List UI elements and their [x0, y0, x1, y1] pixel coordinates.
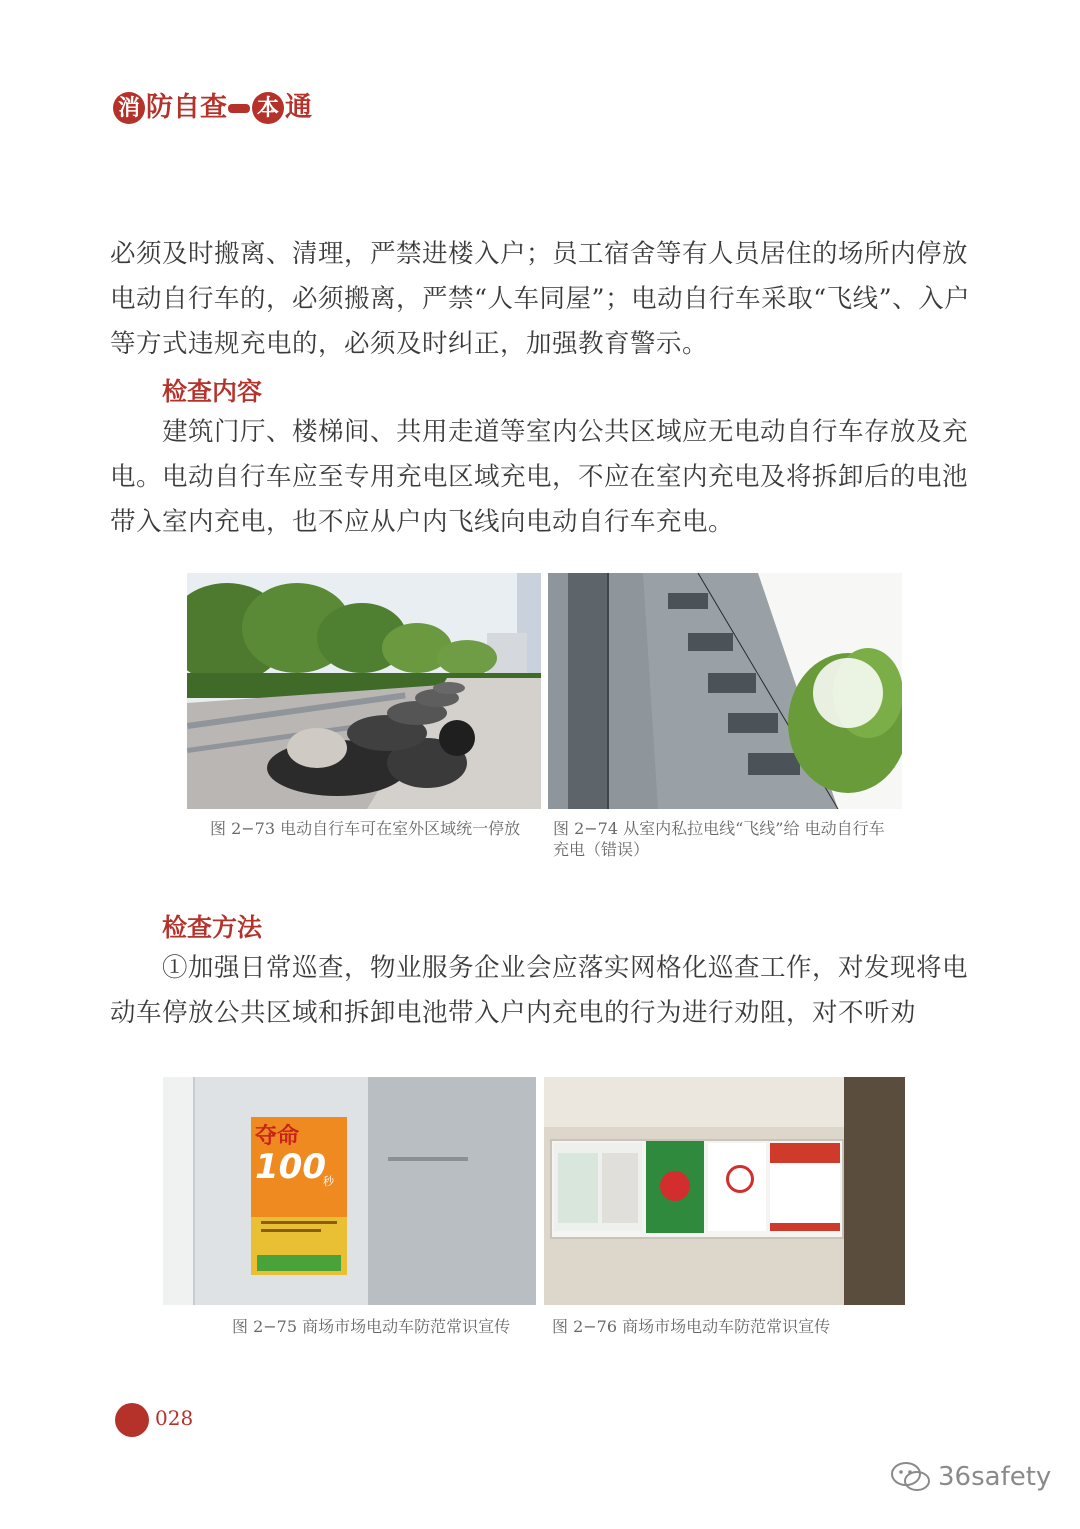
watermark-text: 36safety	[938, 1462, 1052, 1492]
glass-door	[368, 1077, 536, 1305]
door-frame	[163, 1077, 195, 1305]
header-char: 自	[173, 92, 200, 123]
section-heading: 检查内容	[162, 377, 263, 406]
poster-title: 夺命	[255, 1124, 300, 1149]
section-heading: 检查方法	[162, 913, 263, 942]
header-char: 防	[146, 92, 173, 123]
watermark	[890, 1460, 1051, 1494]
wechat-icon	[890, 1460, 932, 1494]
book-header	[112, 88, 312, 128]
figure-caption: 图 2−76 商场市场电动车防范常识宣传	[552, 1317, 831, 1336]
header-char: 通	[285, 92, 312, 123]
header-dash	[228, 104, 250, 113]
photo-ebike-parking	[187, 573, 541, 809]
poster-strip	[550, 1139, 844, 1239]
doorway	[844, 1077, 905, 1305]
header-char: 查	[200, 92, 227, 123]
body-paragraph: 建筑门厅、楼梯间、共用走道等室内公共区域应无电动自行车存放及充电。电动自行车应至专用充电区域充电，不应在室内充电及将拆卸后的电池带入室内充电，也不应从户内飞线向电动自行车充电。	[110, 417, 969, 537]
photo-poster-wall	[163, 1077, 536, 1305]
figure-caption: 图 2−74 从室内私拉电线“飞线”给 电动自行车充电（错误）	[553, 819, 885, 859]
header-char: 消	[113, 92, 145, 124]
ebike-parking-image	[187, 573, 541, 809]
photo-flying-wire-building	[548, 573, 902, 809]
body-paragraph: 必须及时搬离、清理，严禁进楼入户；员工宿舍等有人员居住的场所内停放电动自行车的，必须搬离，严禁“人车同屋”；电动自行车采取“飞线”、入户等方式违规充电的，必须及时纠正，加强教育警示。	[110, 239, 971, 359]
building-image	[548, 573, 902, 809]
body-paragraph: ①加强日常巡查，物业服务企业会应落实网格化巡查工作，对发现将电动车停放公共区域和拆卸电池带入户内充电的行为进行劝阻，对不听劝	[110, 953, 969, 1028]
figure-caption: 图 2−75 商场市场电动车防范常识宣传	[232, 1317, 511, 1336]
figure-caption: 图 2−73 电动自行车可在室外区域统一停放	[210, 819, 521, 838]
poster-number: 100	[255, 1147, 326, 1187]
header-char: 本	[252, 92, 284, 124]
photo-poster-board	[544, 1077, 905, 1305]
page-number: 028	[155, 1406, 194, 1430]
poster-unit: 秒	[323, 1175, 334, 1188]
page-number-dot	[115, 1403, 149, 1437]
fire-safety-poster	[251, 1117, 347, 1275]
